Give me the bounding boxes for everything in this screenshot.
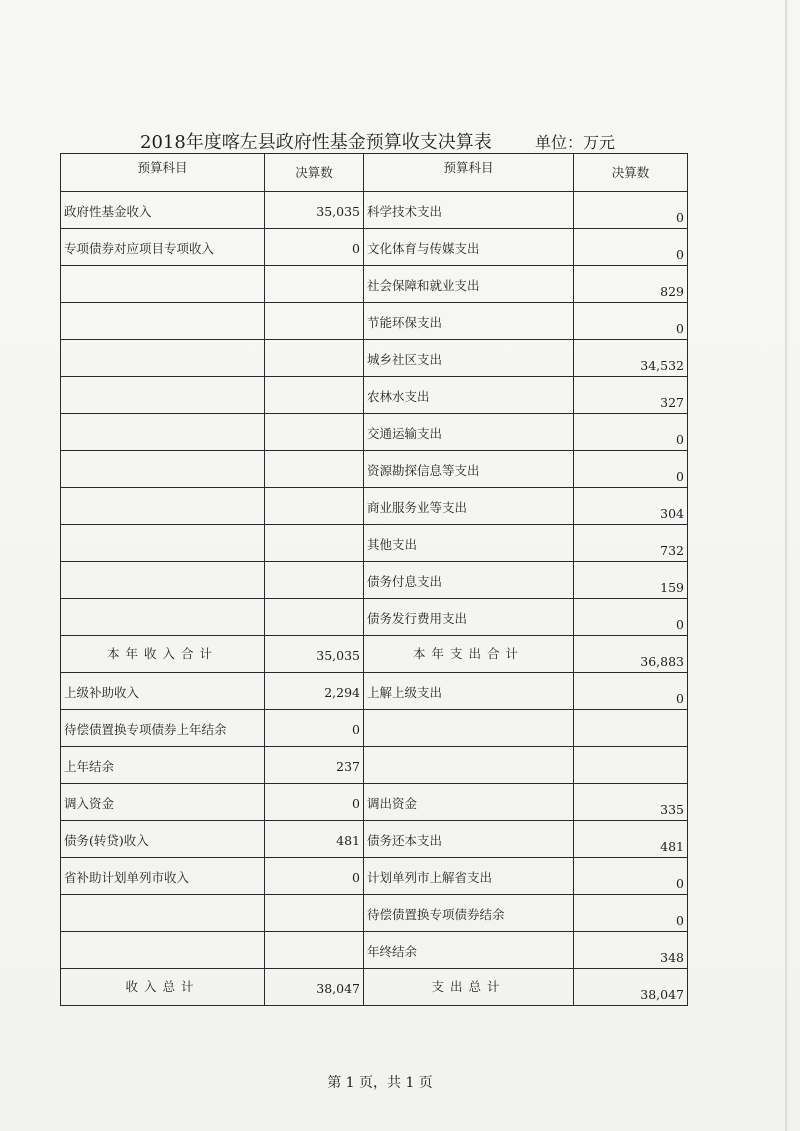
expense-subject-cell: 债务付息支出 xyxy=(364,562,574,599)
income-amount-cell: 2,294 xyxy=(265,673,364,710)
expense-amount-cell: 0 xyxy=(574,192,688,229)
income-subject-cell: 债务(转贷)收入 xyxy=(61,821,265,858)
expense-subject-cell: 支出总计 xyxy=(364,969,574,1006)
income-amount-cell: 0 xyxy=(265,710,364,747)
income-subject-cell: 本年收入合计 xyxy=(61,636,265,673)
table-row xyxy=(61,821,688,858)
expense-subject-cell: 本年支出合计 xyxy=(364,636,574,673)
expense-amount-cell: 0 xyxy=(574,895,688,932)
table-row xyxy=(61,858,688,895)
table-row xyxy=(61,599,688,636)
table-row xyxy=(61,636,688,673)
income-subject-cell: 上年结余 xyxy=(61,747,265,784)
income-amount-cell: 237 xyxy=(265,747,364,784)
expense-subject-cell: 农林水支出 xyxy=(364,377,574,414)
expense-amount-cell: 0 xyxy=(574,303,688,340)
table-row xyxy=(61,710,688,747)
page-footer: 第 1 页，共 1 页 xyxy=(327,1075,433,1091)
expense-subject-cell: 资源勘探信息等支出 xyxy=(364,451,574,488)
income-subject-cell: 专项债券对应项目专项收入 xyxy=(61,229,265,266)
expense-amount-cell: 0 xyxy=(574,599,688,636)
expense-amount-cell: 327 xyxy=(574,377,688,414)
expense-subject-cell: 城乡社区支出 xyxy=(364,340,574,377)
table-row xyxy=(61,266,688,303)
expense-amount-cell: 732 xyxy=(574,525,688,562)
income-subject-cell xyxy=(61,932,265,969)
expense-subject-cell xyxy=(364,710,574,747)
expense-subject-cell: 年终结余 xyxy=(364,932,574,969)
income-subject-cell: 收入总计 xyxy=(61,969,265,1006)
expense-subject-cell: 科学技术支出 xyxy=(364,192,574,229)
expense-amount-cell: 829 xyxy=(574,266,688,303)
table-row xyxy=(61,192,688,229)
income-subject-cell xyxy=(61,340,265,377)
header-expense-amount: 决算数 xyxy=(574,154,688,192)
expense-amount-cell xyxy=(574,710,688,747)
income-amount-cell xyxy=(265,377,364,414)
income-amount-cell xyxy=(265,932,364,969)
expense-amount-cell: 481 xyxy=(574,821,688,858)
income-subject-cell: 调入资金 xyxy=(61,784,265,821)
expense-subject-cell: 文化体育与传媒支出 xyxy=(364,229,574,266)
expense-subject-cell: 债务还本支出 xyxy=(364,821,574,858)
table-header-row xyxy=(61,154,688,192)
table-row xyxy=(61,747,688,784)
expense-subject-cell: 上解上级支出 xyxy=(364,673,574,710)
expense-subject-cell: 社会保障和就业支出 xyxy=(364,266,574,303)
budget-table xyxy=(60,153,688,1006)
header-expense-subject: 预算科目 xyxy=(364,154,574,192)
table-row xyxy=(61,488,688,525)
table-row xyxy=(61,784,688,821)
scan-edge xyxy=(785,0,788,1131)
income-amount-cell xyxy=(265,488,364,525)
income-subject-cell xyxy=(61,414,265,451)
income-subject-cell: 待偿债置换专项债券上年结余 xyxy=(61,710,265,747)
income-amount-cell: 35,035 xyxy=(265,192,364,229)
budget-table-body xyxy=(61,154,688,1006)
income-subject-cell xyxy=(61,525,265,562)
expense-subject-cell: 待偿债置换专项债券结余 xyxy=(364,895,574,932)
table-row xyxy=(61,414,688,451)
income-amount-cell xyxy=(265,266,364,303)
report-title-block xyxy=(140,128,700,154)
income-subject-cell xyxy=(61,562,265,599)
expense-subject-cell: 债务发行费用支出 xyxy=(364,599,574,636)
table-row xyxy=(61,969,688,1006)
income-subject-cell xyxy=(61,266,265,303)
income-subject-cell xyxy=(61,599,265,636)
table-row xyxy=(61,229,688,266)
expense-amount-cell: 348 xyxy=(574,932,688,969)
income-subject-cell: 上级补助收入 xyxy=(61,673,265,710)
table-row xyxy=(61,377,688,414)
income-amount-cell xyxy=(265,562,364,599)
expense-amount-cell: 0 xyxy=(574,414,688,451)
expense-amount-cell xyxy=(574,747,688,784)
table-row xyxy=(61,562,688,599)
expense-amount-cell: 304 xyxy=(574,488,688,525)
expense-subject-cell: 其他支出 xyxy=(364,525,574,562)
income-subject-cell xyxy=(61,488,265,525)
expense-subject-cell: 交通运输支出 xyxy=(364,414,574,451)
income-amount-cell xyxy=(265,525,364,562)
income-amount-cell xyxy=(265,451,364,488)
table-row xyxy=(61,673,688,710)
income-amount-cell xyxy=(265,303,364,340)
expense-amount-cell: 335 xyxy=(574,784,688,821)
income-subject-cell xyxy=(61,451,265,488)
income-subject-cell xyxy=(61,303,265,340)
income-subject-cell xyxy=(61,895,265,932)
expense-amount-cell: 159 xyxy=(574,562,688,599)
income-amount-cell: 0 xyxy=(265,858,364,895)
income-amount-cell: 481 xyxy=(265,821,364,858)
expense-amount-cell: 0 xyxy=(574,229,688,266)
income-amount-cell xyxy=(265,895,364,932)
income-amount-cell xyxy=(265,599,364,636)
income-amount-cell xyxy=(265,414,364,451)
income-subject-cell: 省补助计划单列市收入 xyxy=(61,858,265,895)
income-amount-cell: 35,035 xyxy=(265,636,364,673)
table-row xyxy=(61,932,688,969)
income-subject-cell xyxy=(61,377,265,414)
expense-subject-cell: 商业服务业等支出 xyxy=(364,488,574,525)
income-amount-cell: 0 xyxy=(265,229,364,266)
table-row xyxy=(61,895,688,932)
header-income-subject: 预算科目 xyxy=(61,154,265,192)
table-row xyxy=(61,340,688,377)
income-amount-cell: 38,047 xyxy=(265,969,364,1006)
expense-amount-cell: 36,883 xyxy=(574,636,688,673)
expense-amount-cell: 0 xyxy=(574,673,688,710)
expense-amount-cell: 0 xyxy=(574,858,688,895)
table-row xyxy=(61,303,688,340)
header-income-amount: 决算数 xyxy=(265,154,364,192)
expense-subject-cell: 节能环保支出 xyxy=(364,303,574,340)
expense-amount-cell: 0 xyxy=(574,451,688,488)
table-row xyxy=(61,525,688,562)
expense-amount-cell: 34,532 xyxy=(574,340,688,377)
income-amount-cell: 0 xyxy=(265,784,364,821)
expense-amount-cell: 38,047 xyxy=(574,969,688,1006)
expense-subject-cell xyxy=(364,747,574,784)
expense-subject-cell: 调出资金 xyxy=(364,784,574,821)
income-subject-cell: 政府性基金收入 xyxy=(61,192,265,229)
unit-label: 单位：万元 xyxy=(535,133,616,152)
table-row xyxy=(61,451,688,488)
income-amount-cell xyxy=(265,340,364,377)
expense-subject-cell: 计划单列市上解省支出 xyxy=(364,858,574,895)
report-title: 2018年度喀左县政府性基金预算收支决算表 xyxy=(140,132,492,153)
